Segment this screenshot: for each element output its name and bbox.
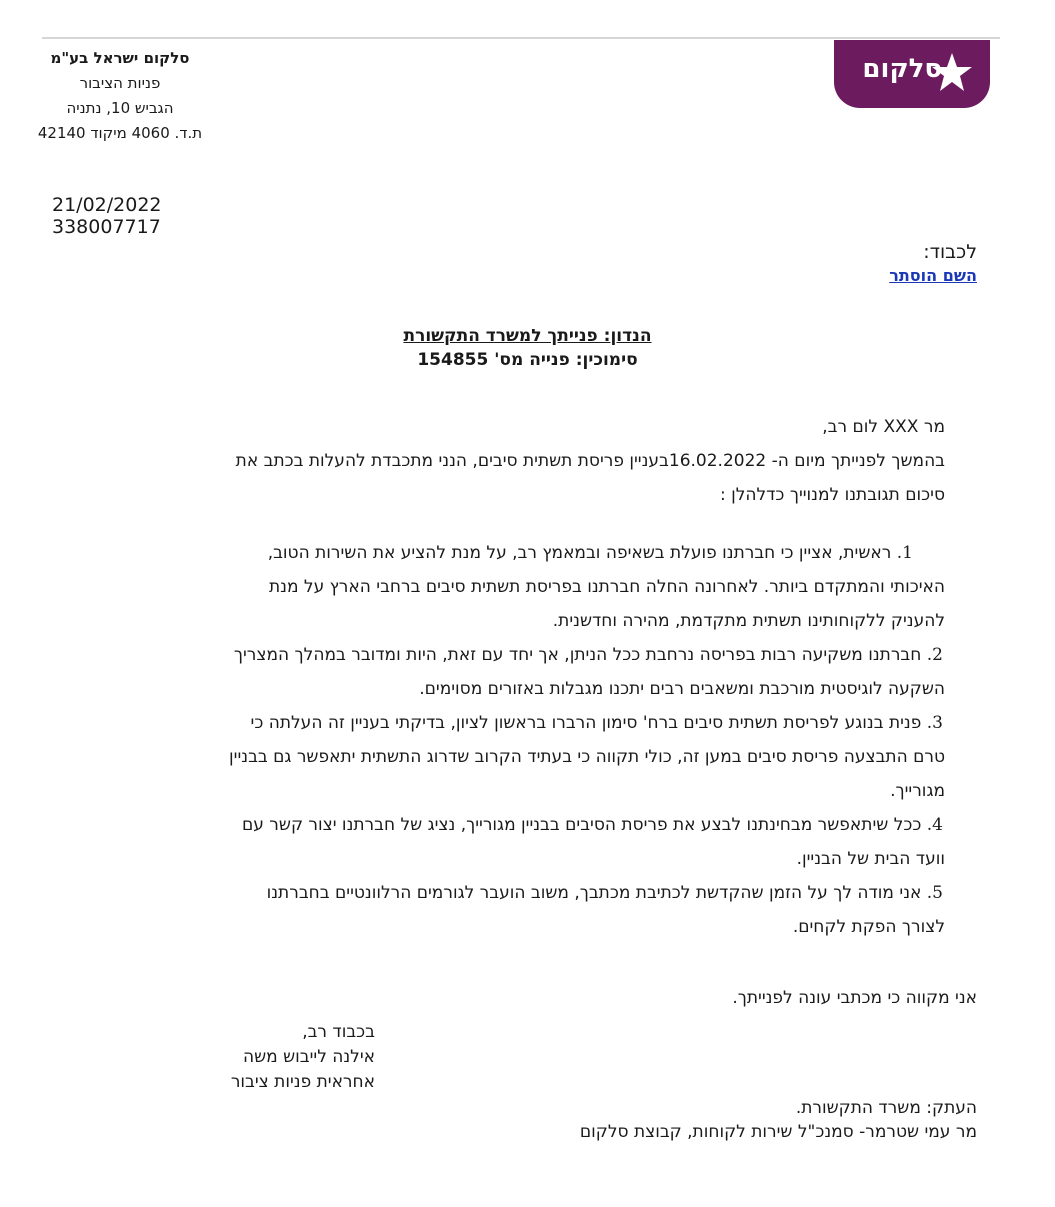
- letter-reference: 338007717: [52, 216, 161, 238]
- list-item: [105, 706, 945, 740]
- cc-block: [580, 1096, 977, 1144]
- recipient-label: לכבוד:: [923, 241, 977, 263]
- item-line: וועד הבית של הבניין.: [796, 849, 945, 869]
- item-number: 5.: [926, 883, 943, 903]
- list-item: [105, 536, 945, 570]
- sender-pobox: ת.ד. 4060 מיקוד 42140: [37, 124, 203, 142]
- signature-title: אחראית פניות ציבור: [230, 1072, 375, 1092]
- item-line: מגורייך.: [890, 781, 945, 801]
- intro-line: סיכום תגובתנו למנוייך כדלהלן :: [719, 485, 945, 505]
- signature-name: אילנה לייבוש משה: [242, 1047, 375, 1067]
- letter-date: 21/02/2022: [52, 194, 162, 216]
- item-line: לצורך הפקת לקחים.: [792, 917, 945, 937]
- list-item: [105, 808, 945, 842]
- subject-line: הנדון: פנייתך למשרד התקשורת: [403, 326, 652, 346]
- sender-company: סלקום ישראל בע"מ: [50, 49, 190, 67]
- signature-block: [231, 1020, 375, 1095]
- signature-regards: בכבוד רב,: [302, 1022, 375, 1042]
- list-item: [105, 876, 945, 910]
- item-line: השקעה לוגיסטית מורכבת ומשאבים רבים יתכנו מגבלות באזורים מסוימים.: [419, 679, 945, 699]
- item-number: 1.: [896, 543, 913, 563]
- item-line: ראשית, אציין כי חברתנו פועלת בשאיפה ובמאמץ רב, על מנת להציע את השירות הטוב,: [267, 543, 892, 563]
- greeting: מר XXX לום רב,: [822, 417, 945, 437]
- item-number: 3.: [926, 713, 943, 733]
- intro-line: בהמשך לפנייתך מיום ה- 16.02.2022בעניין פריסת תשתית סיבים, הנני מתכבדת להעלות בכתב את: [235, 451, 945, 471]
- reference-line: סימוכין: פנייה מס' 154855: [417, 350, 638, 370]
- recipient-block: [889, 240, 977, 288]
- item-line: טרם התבצעה פריסת סיבים במען זה, כולי תקווה כי בעתיד הקרוב שדרוג התשתית יתאפשר גם בבניין: [229, 747, 945, 767]
- list-item: [105, 638, 945, 672]
- item-line: האיכותי והמתקדם ביותר. לאחרונה החלה חברתנו בפריסת תשתית סיבים ברחבי הארץ על מנת: [268, 577, 945, 597]
- header-divider: [42, 37, 1000, 39]
- letter-body: [105, 410, 945, 944]
- item-number: 2.: [926, 645, 943, 665]
- sender-department: פניות הציבור: [79, 74, 161, 92]
- recipient-name: השם הוסתר: [889, 266, 977, 285]
- sender-address: [0, 46, 250, 146]
- logo-text: סלקום: [862, 54, 942, 84]
- item-line: ככל שיתאפשר מבחינתנו לבצע את פריסת הסיבים בבניין מגורייך, נציג של חברתנו יצור קשר עם: [241, 815, 922, 835]
- item-line: חברתנו משקיעה רבות בפריסה נרחבת ככל הניתן, אך יחד עם זאת, היות ומדובר במהלך המצריך: [233, 645, 922, 665]
- item-line: פנית בנוגע לפריסת תשתית סיבים ברח' סימון הרברו בראשון לציון, בדיקתי בעניין זה העלתה כי: [250, 713, 922, 733]
- company-logo: [834, 40, 990, 108]
- item-line: אני מודה לך על הזמן שהקדשת לכתיבת מכתבך, משוב הועבר לגורמים הרלוונטיים בחברתנו: [266, 883, 922, 903]
- cc-line: מר עמי שטרמר- סמנכ"ל שירות לקוחות, קבוצת סלקום: [579, 1122, 977, 1142]
- letter-meta: [52, 194, 162, 238]
- item-line: להעניק ללקוחותינו תשתית מתקדמת, מהירה וחדשנית.: [552, 611, 945, 631]
- sender-street: הגביש 10, נתניה: [66, 99, 174, 117]
- subject-block: [0, 324, 1055, 372]
- closing-line: אני מקווה כי מכתבי עונה לפנייתך.: [732, 988, 977, 1008]
- item-number: 4.: [926, 815, 943, 835]
- cc-line: העתק: משרד התקשורת.: [795, 1098, 977, 1118]
